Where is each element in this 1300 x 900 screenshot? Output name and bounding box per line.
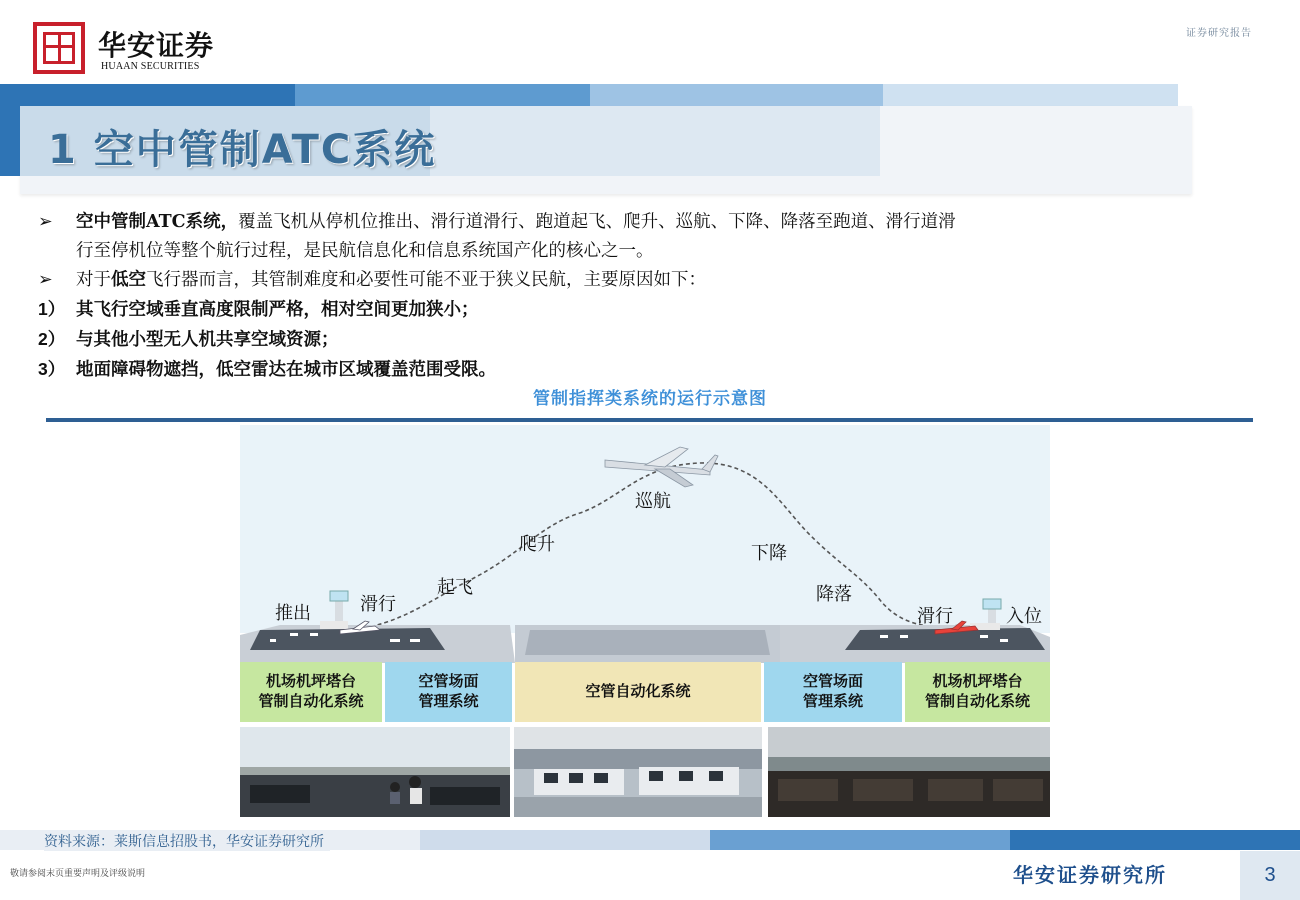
reason-2-text: 与其他小型无人机共享空域资源； <box>76 330 339 350</box>
bullet-2-text: 飞行器而言，其管制难度和必要性可能不亚于狭义民航，主要原因如下： <box>146 270 706 290</box>
company-logo <box>33 22 85 74</box>
band-segment-1 <box>0 84 295 106</box>
system-box-surface-left <box>385 662 512 722</box>
stage-land: 降落 <box>816 584 852 604</box>
control-tower-right <box>970 599 1001 630</box>
reason-3-number: 3） <box>38 359 66 379</box>
arrow-bullet-icon: ➢ <box>38 212 53 232</box>
system-box-surface-left-line1: 空管场面 <box>418 673 479 690</box>
stage-park: 入位 <box>1006 606 1042 626</box>
system-box-tower-left-line2: 管制自动化系统 <box>258 693 364 710</box>
brand-name-en: HUAAN SECURITIES <box>101 61 200 72</box>
apron-tower-photo <box>768 727 1050 817</box>
reason-1 <box>38 295 1258 325</box>
system-box-surface-right-line2: 管理系统 <box>802 693 863 710</box>
footer-brand: 华安证券研究所 <box>1013 863 1167 887</box>
system-box-surface-right-line1: 空管场面 <box>802 673 863 690</box>
stage-climb: 爬升 <box>519 534 555 554</box>
bullet-1-continuation: 行至停机位等整个航行过程，是民航信息化和信息系统国产化的核心之一。 <box>76 241 654 261</box>
figure-title: 管制指挥类系统的运行示意图 <box>533 389 767 409</box>
reason-1-text: 其飞行空域垂直高度限制严格，相对空间更加狭小； <box>76 300 479 320</box>
center-runway <box>525 630 770 655</box>
control-tower-left <box>320 591 348 629</box>
stage-taxi-out: 滑行 <box>360 594 396 614</box>
stage-taxi-in: 滑行 <box>917 606 953 626</box>
reason-2-number: 2） <box>38 329 66 349</box>
reason-3 <box>38 355 1258 385</box>
system-box-surface-left-line2: 管理系统 <box>418 693 479 710</box>
system-box-tower-left <box>240 662 382 722</box>
band-segment-4 <box>883 84 1178 106</box>
system-box-atc-automation-line1: 空管自动化系统 <box>585 683 691 700</box>
stage-cruise: 巡航 <box>635 491 671 511</box>
system-box-tower-right <box>905 662 1050 722</box>
band-segment-3 <box>590 84 883 106</box>
arrow-bullet-icon: ➢ <box>38 270 53 290</box>
bullet-2-bold: 低空 <box>111 270 146 290</box>
reason-2 <box>38 325 1258 355</box>
bullet-2-pre: 对于 <box>76 270 111 290</box>
system-box-surface-right <box>764 662 902 722</box>
brand-name-cn: 华安证券 <box>98 29 215 62</box>
reason-1-number: 1） <box>38 299 66 319</box>
atc-center-photo <box>514 727 762 817</box>
bullet-1-bold: 空中管制ATC系统， <box>76 212 239 232</box>
flight-path-illustration <box>240 425 1050 665</box>
page-number: 3 <box>1240 851 1300 900</box>
body-text <box>38 208 1258 385</box>
disclaimer-note: 敬请参阅末页重要声明及评级说明 <box>10 869 146 879</box>
tower-control-room-photo <box>240 727 510 817</box>
band-segment-2 <box>295 84 590 106</box>
title-panel-mid <box>430 106 880 176</box>
stage-push: 推出 <box>275 603 311 623</box>
bullet-1-text: 覆盖飞机从停机位推出、滑行道滑行、跑道起飞、爬升、巡航、下降、降落至跑道、滑行道滑 <box>238 212 956 232</box>
system-box-tower-right-line1: 机场机坪塔台 <box>932 673 1023 690</box>
airplane-cruise-icon <box>605 447 718 487</box>
system-box-atc-automation <box>515 662 761 722</box>
figure-rule <box>46 418 1253 422</box>
stage-takeoff: 起飞 <box>437 577 473 597</box>
reason-3-text: 地面障碍物遮挡，低空雷达在城市区域覆盖范围受限。 <box>76 360 496 380</box>
title-left-stripe <box>0 84 20 176</box>
system-box-tower-left-line1: 机场机坪塔台 <box>265 673 356 690</box>
section-title: 1 空中管制ATC系统 <box>48 127 437 173</box>
stage-descend: 下降 <box>751 543 787 563</box>
bullet-1 <box>38 208 1258 237</box>
bullet-2 <box>38 266 1258 295</box>
report-type-label: 证券研究报告 <box>1186 28 1252 39</box>
system-box-tower-right-line2: 管制自动化系统 <box>924 693 1030 710</box>
atc-flight-diagram <box>240 425 1050 817</box>
source-note: 资料来源：莱斯信息招股书，华安证券研究所 <box>44 831 330 851</box>
